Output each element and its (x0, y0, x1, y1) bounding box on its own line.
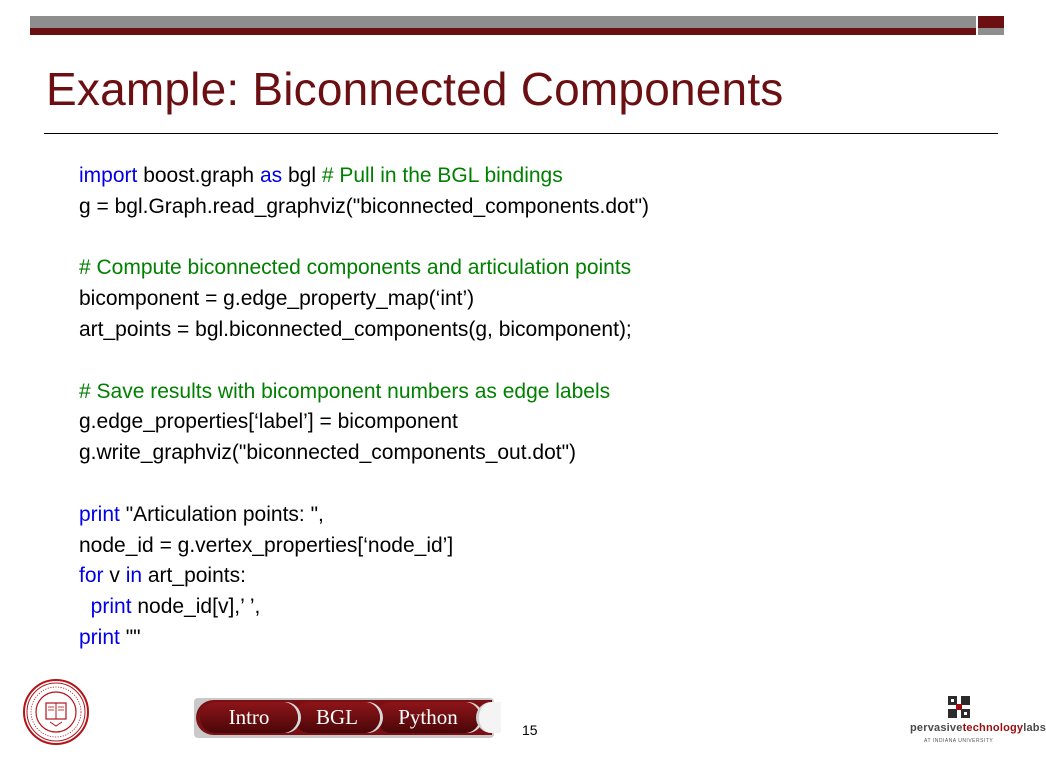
keyword: print (79, 625, 120, 649)
pervasive-technology-labs-icon (948, 696, 970, 718)
tab-blank (476, 702, 501, 733)
lab-logo-text-a: pervasive (910, 722, 963, 734)
corner-block-gray (978, 28, 1004, 35)
tab-bgl[interactable]: BGL (294, 702, 380, 733)
code-line-10: node_id = g.vertex_properties[‘node_id’] (79, 533, 454, 557)
code-text: art_points: (142, 564, 246, 588)
code-line-1 (79, 161, 999, 192)
code-line-7: g.edge_properties[‘label’] = bicomponent (79, 410, 458, 434)
tab-python[interactable]: Python (376, 702, 480, 733)
keyword: as (259, 164, 283, 187)
code-text: "" (119, 625, 141, 649)
keyword: import (79, 164, 138, 187)
corner-block-red (978, 16, 1004, 28)
title-divider (44, 133, 998, 134)
code-blank-line (79, 469, 999, 500)
keyword: for (79, 564, 104, 588)
code-text: node_id[v],’ ’, (131, 595, 261, 619)
code-block (79, 161, 999, 654)
code-indent (79, 595, 91, 618)
code-line-12 (79, 592, 999, 623)
keyword: print (79, 502, 120, 526)
code-comment: # Pull in the BGL bindings (321, 164, 563, 187)
lab-logo-text-b: technology (962, 722, 1024, 734)
lab-logo-subtitle: AT INDIANA UNIVERSITY (924, 738, 994, 744)
keyword: in (125, 564, 143, 588)
code-line-5: art_points = bgl.biconnected_components(g, bicomponent); (79, 317, 632, 341)
code-line-6: # Save results with bicomponent numbers as edge labels (79, 379, 611, 403)
code-line-4: bicomponent = g.edge_property_map(‘int’) (79, 287, 475, 311)
code-text: "Articulation points: ", (119, 502, 324, 526)
code-line-9 (79, 500, 999, 531)
top-bar-red (30, 28, 976, 35)
code-blank-line (79, 223, 999, 254)
code-line-11 (79, 561, 999, 592)
code-blank-line (79, 346, 999, 377)
code-line-8: g.write_graphviz("biconnected_components_out.dot") (79, 441, 577, 465)
code-text: v (103, 564, 126, 588)
code-line-13 (79, 623, 999, 654)
tab-intro[interactable]: Intro (200, 702, 298, 733)
code-line-2: g = bgl.Graph.read_graphviz("biconnected_components.dot") (79, 194, 650, 218)
top-bar-gray (30, 16, 976, 28)
university-seal-icon (22, 678, 90, 746)
code-text: bgl (282, 164, 322, 187)
lab-logo-text-c: labs (1023, 722, 1046, 734)
slide-title: Example: Biconnected Components (46, 63, 784, 115)
code-line-3: # Compute biconnected components and articulation points (79, 256, 632, 280)
page-number: 15 (522, 722, 538, 738)
keyword: print (90, 595, 132, 619)
code-text: boost.graph (137, 164, 260, 187)
lab-logo-text (910, 722, 1046, 734)
